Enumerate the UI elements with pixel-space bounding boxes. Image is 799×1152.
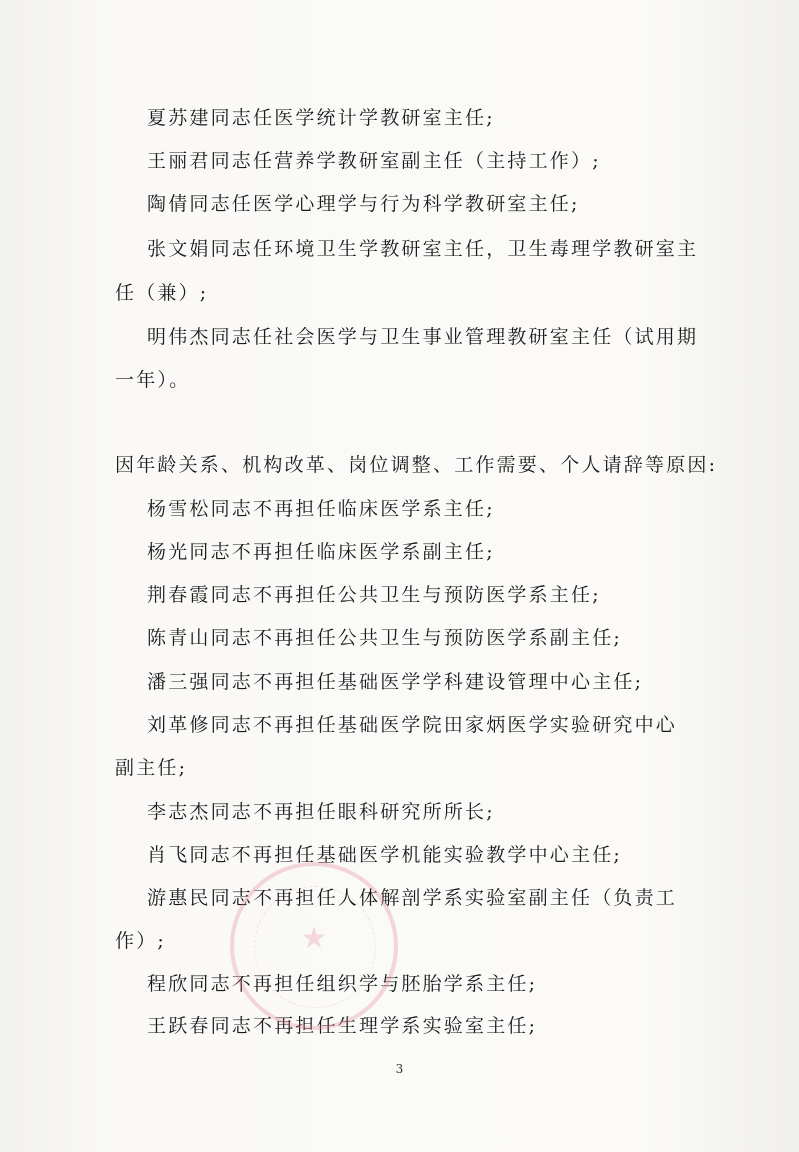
seal-star-icon: ★	[300, 921, 328, 956]
text-line: 副主任;	[115, 757, 188, 779]
page-number: 3	[395, 1062, 404, 1076]
text-line: 一年）。	[115, 369, 191, 391]
text-line: 夏苏建同志任医学统计学教研室主任;	[147, 107, 495, 129]
text-line: 王跃春同志不再担任生理学系实验室主任;	[147, 1015, 538, 1037]
text-line: 李志杰同志不再担任眼科研究所所长;	[147, 801, 495, 823]
text-line: 肖飞同志不再担任基础医学机能实验教学中心主任;	[147, 844, 623, 866]
text-line: 张文娟同志任环境卫生学教研室主任，卫生毒理学教研室主	[147, 238, 699, 260]
text-line: 潘三强同志不再担任基础医学学科建设管理中心主任;	[147, 671, 644, 693]
text-line: 杨光同志不再担任临床医学系副主任;	[147, 541, 495, 563]
text-line: 明伟杰同志任社会医学与卫生事业管理教研室主任（试用期	[147, 326, 699, 348]
text-line: 陈青山同志不再担任公共卫生与预防医学系副主任;	[147, 627, 623, 649]
text-line: 游惠民同志不再担任人体解剖学系实验室副主任（负责工	[147, 887, 678, 909]
text-line: 程欣同志不再担任组织学与胚胎学系主任;	[147, 973, 538, 995]
text-line: 任（兼）;	[115, 282, 209, 304]
text-line: 陶倩同志任医学心理学与行为科学教研室主任;	[147, 193, 580, 215]
section-intro: 因年龄关系、机构改革、岗位调整、工作需要、个人请辞等原因:	[115, 454, 718, 476]
text-line: 荆春霞同志不再担任公共卫生与预防医学系主任;	[147, 584, 601, 606]
official-seal	[230, 862, 398, 1030]
text-line: 杨雪松同志不再担任临床医学系主任;	[147, 498, 495, 520]
text-line: 刘革修同志不再担任基础医学院田家炳医学实验研究中心	[147, 714, 678, 736]
text-line: 作）;	[115, 930, 167, 952]
text-line: 王丽君同志任营养学教研室副主任（主持工作）;	[147, 150, 601, 172]
